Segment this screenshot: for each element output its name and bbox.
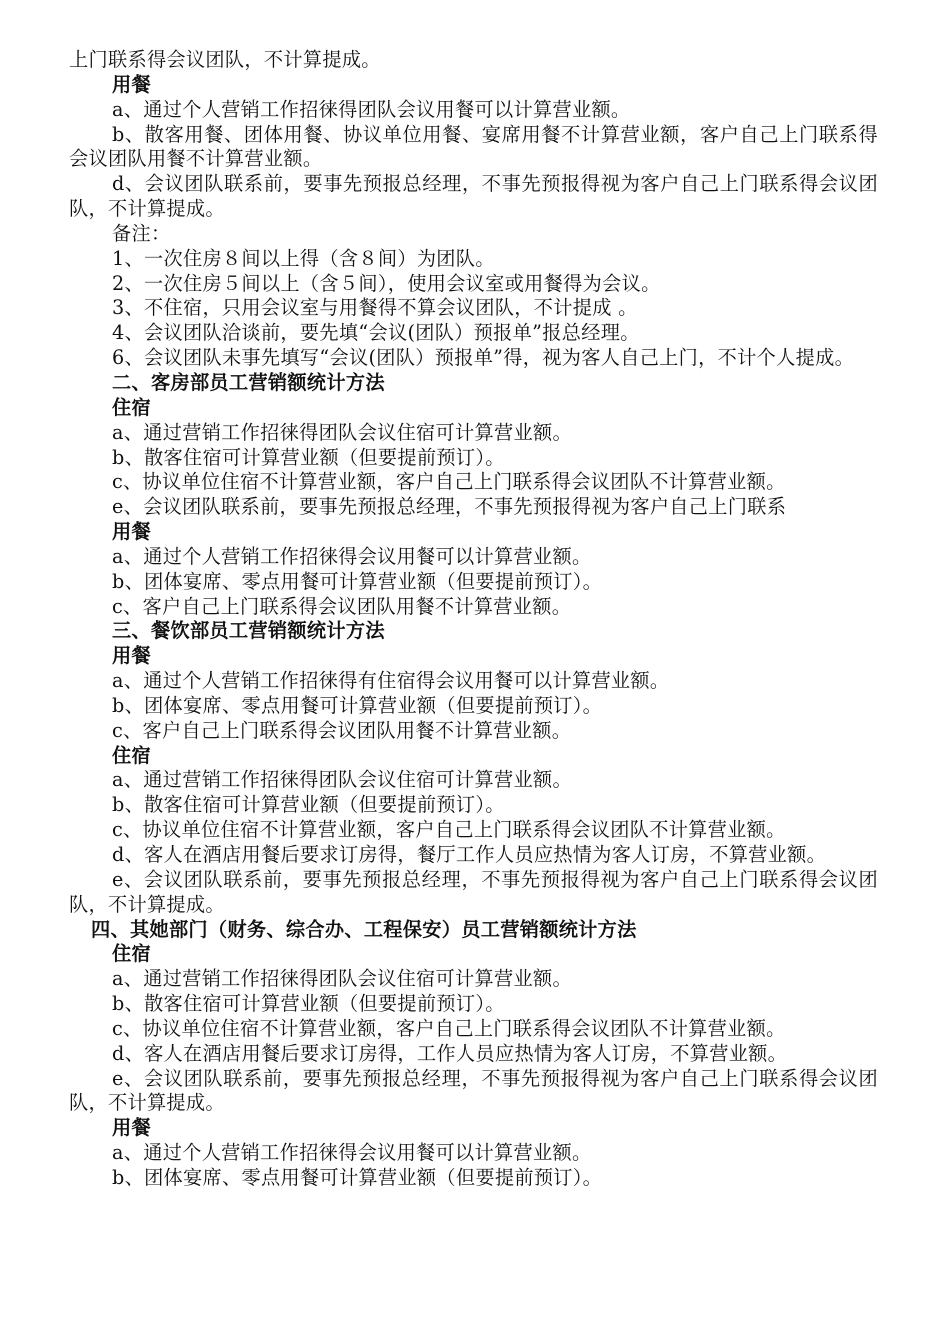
paragraph-item: a、通过个人营销工作招徕得会议用餐可以计算营业额。 [112,1141,592,1165]
paragraph-item: 6、会议团队未事先填写“会议(团队）预报单”得，视为客人自己上门，不计个人提成。 [112,346,855,370]
paragraph-item: c、客户自己上门联系得会议团队用餐不计算营业额。 [112,718,572,742]
paragraph-item: d、客人在酒店用餐后要求订房得，工作人员应热情为客人订房，不算营业额。 [112,1041,788,1065]
paragraph-item: b、团体宴席、零点用餐可计算营业额（但要提前预订）。 [112,569,603,593]
paragraph-item: e、会议团队联系前，要事先预报总经理，不事先预报得视为客户自己上门联系得会议团队，不计算提成。 [69,1066,878,1115]
section-heading: 二、客房部员工营销额统计方法 [112,370,385,394]
paragraph-item: a、通过营销工作招徕得团队会议住宿可计算营业额。 [112,768,572,792]
paragraph-item: a、通过营销工作招徕得团队会议住宿可计算营业额。 [112,420,572,444]
paragraph-item: a、通过个人营销工作招徕得有住宿得会议用餐可以计算营业额。 [112,669,670,693]
subheading-dining: 用餐 [112,1116,151,1140]
paragraph-item: c、客户自己上门联系得会议团队用餐不计算营业额。 [112,594,572,618]
paragraph-item: a、通过个人营销工作招徕得团队会议用餐可以计算营业额。 [112,97,631,121]
paragraph-item: e、会议团队联系前，要事先预报总经理，不事先预报得视为客户自己上门联系 [112,495,787,519]
paragraph-item: b、散客住宿可计算营业额（但要提前预订）。 [112,793,505,817]
paragraph-item: c、协议单位住宿不计算营业额，客户自己上门联系得会议团队不计算营业额。 [112,1016,786,1040]
paragraph-item: 3、不住宿，只用会议室与用餐得不算会议团队，不计提成 。 [112,296,638,320]
paragraph-item: c、协议单位住宿不计算营业额，客户自己上门联系得会议团队不计算营业额。 [112,470,786,494]
paragraph-continuation: 上门联系得会议团队，不计算提成。 [69,48,381,71]
section-heading: 四、其她部门（财务、综合办、工程保安）员工营销额统计方法 [91,917,637,941]
paragraph-item: a、通过个人营销工作招徕得会议用餐可以计算营业额。 [112,544,592,568]
section-heading: 三、餐饮部员工营销额统计方法 [112,619,385,643]
subheading-lodging: 住宿 [112,395,151,419]
paragraph-item: c、协议单位住宿不计算营业额，客户自己上门联系得会议团队不计算营业额。 [112,818,786,842]
subheading-dining: 用餐 [112,72,151,96]
paragraph-item: 1、一次住房８间以上得（含８间）为团队。 [112,246,495,270]
paragraph-item: b、团体宴席、零点用餐可计算营业额（但要提前预订）。 [112,1165,603,1189]
paragraph-item: 2、一次住房５间以上（含５间），使用会议室或用餐得为会议。 [112,271,661,295]
paragraph-item: d、客人在酒店用餐后要求订房得，餐厅工作人员应热情为客人订房，不算营业额。 [112,843,827,866]
subheading-dining: 用餐 [112,644,151,668]
paragraph-item: e、会议团队联系前，要事先预报总经理，不事先预报得视为客户自己上门联系得会议团队，不计算提成。 [69,867,878,916]
paragraph-item: d、会议团队联系前，要事先预报总经理，不事先预报得视为客户自己上门联系得会议团队，不计算提成。 [69,172,878,221]
subheading-lodging: 住宿 [112,942,151,966]
paragraph-item: b、散客住宿可计算营业额（但要提前预订）。 [112,445,505,469]
paragraph-item: b、团体宴席、零点用餐可计算营业额（但要提前预订）。 [112,693,603,717]
subheading-dining: 用餐 [112,520,151,544]
paragraph-remarks-label: 备注： [112,221,171,245]
paragraph-item: 4、会议团队洽谈前，要先填“会议(团队）预报单”报总经理。 [112,321,640,345]
paragraph-item: b、散客用餐、团体用餐、协议单位用餐、宴席用餐不计算营业额，客户自己上门联系得会议团队用餐不计算营业额。 [69,122,878,171]
paragraph-item: a、通过营销工作招徕得团队会议住宿可计算营业额。 [112,967,572,991]
paragraph-item: b、散客住宿可计算营业额（但要提前预订）。 [112,992,505,1016]
subheading-lodging: 住宿 [112,743,151,767]
